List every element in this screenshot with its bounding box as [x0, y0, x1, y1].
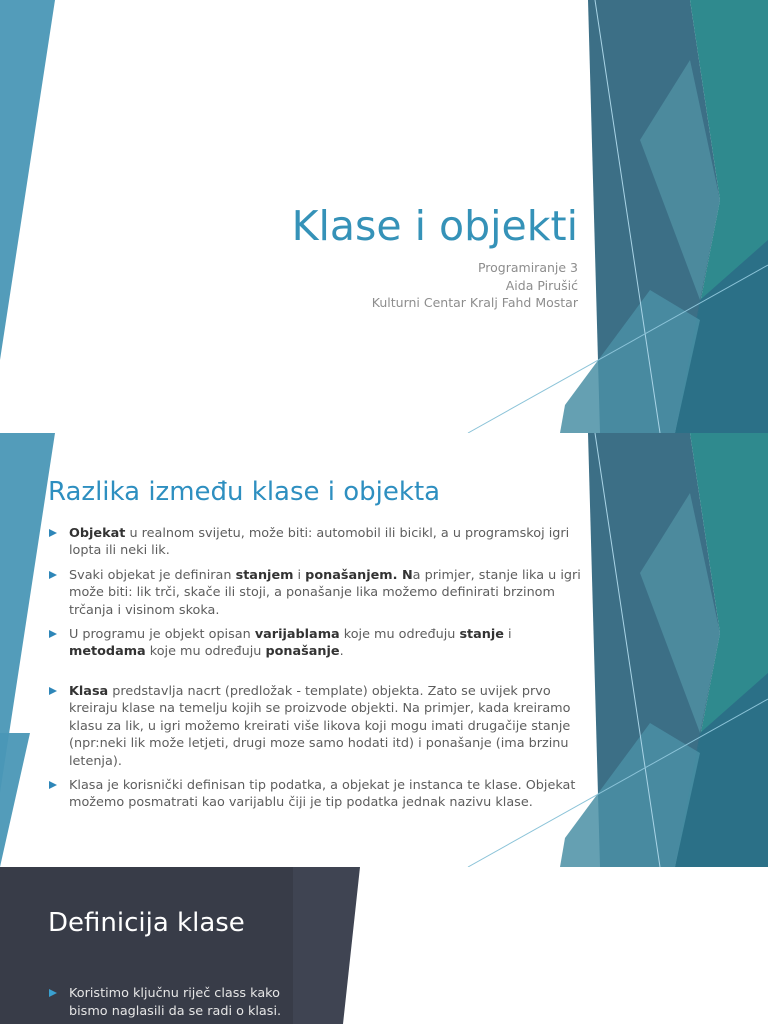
bullet-icon	[49, 571, 57, 579]
bullet-text: koje mu određuju	[145, 644, 266, 660]
bullet-text: Klasa je korisnički definisan tip podatka, a objekat je instanca te klase. Objekat možemo posmatrati kao varijablu čiji je tip podatka jednak nazivu klase.	[69, 778, 576, 811]
bullet-text: Svaki objekat je definiran	[69, 567, 236, 583]
institution-name: Kulturni Centar Kralj Fahd Mostar	[371, 295, 578, 310]
slide-heading: Definicija klase	[48, 908, 245, 938]
bullet-text: U programu je objekt opisan	[69, 627, 255, 643]
subtitle-block	[372, 259, 578, 312]
bullet-text: a primjer, stanje lika u igri može biti: lik trči, skače ili stoji, a ponašanje lika možemo definirati brzinom trčanja i visinom skoka.	[69, 567, 581, 618]
bold-term: metodama	[69, 644, 146, 660]
bullet-list-definition	[48, 985, 293, 1021]
bold-term: Objekat	[69, 526, 126, 541]
bold-term: ponašanje	[265, 644, 340, 660]
slide-title	[0, 0, 768, 433]
bullet-list-classes	[48, 683, 583, 819]
slide-heading: Razlika između klase i objekta	[48, 477, 441, 507]
bullet-icon	[49, 687, 57, 695]
presentation-title: Klase i objekti	[291, 202, 578, 250]
list-item	[48, 777, 583, 812]
author-name: Aida Pirušić	[505, 277, 578, 293]
bullet-icon	[49, 781, 57, 789]
list-item	[48, 985, 293, 1021]
bold-term: ponašanjem. N	[305, 567, 413, 583]
bullet-icon	[49, 630, 57, 638]
list-item	[48, 525, 583, 560]
bullet-text: Koristimo ključnu riječ class kako bismo naglasili da se radi o klasi.	[69, 986, 282, 1019]
bullet-text: i	[503, 627, 512, 643]
bullet-text: koje mu određuju	[339, 627, 460, 643]
bold-term: stanjem	[235, 567, 294, 583]
bullet-text: i	[293, 567, 306, 583]
bold-term: Klasa	[69, 684, 109, 699]
bold-term: varijablama	[254, 627, 340, 643]
bullet-text: predstavlja nacrt (predložak - template) objekta. Zato se uvijek prvo kreiraju klase na temelju kojih se proizvode objekti. Na primjer, kada kreiramo klasu za lik, u igri možemo kreirati više likova koji mogu imati drugačije stanje (npr:neki lik može letjeti, drugi moze samo hodati itd) i ponašanje (ima brzinu letenja).	[69, 684, 571, 769]
list-item	[48, 683, 583, 770]
bullet-text: u realnom svijetu, može biti: automobil ili bicikl, a u programskoj igri lopta ili neki lik.	[69, 526, 570, 559]
list-item	[48, 567, 583, 619]
bullet-icon	[49, 529, 57, 537]
slide-class-definition	[0, 867, 768, 1024]
bold-term: stanje	[459, 627, 504, 643]
course-name: Programiranje 3	[477, 260, 578, 275]
bullet-list-objects	[48, 525, 583, 668]
bullet-icon	[49, 989, 57, 997]
list-item	[48, 626, 583, 661]
slide-difference	[0, 433, 768, 867]
bullet-text: .	[339, 644, 344, 660]
